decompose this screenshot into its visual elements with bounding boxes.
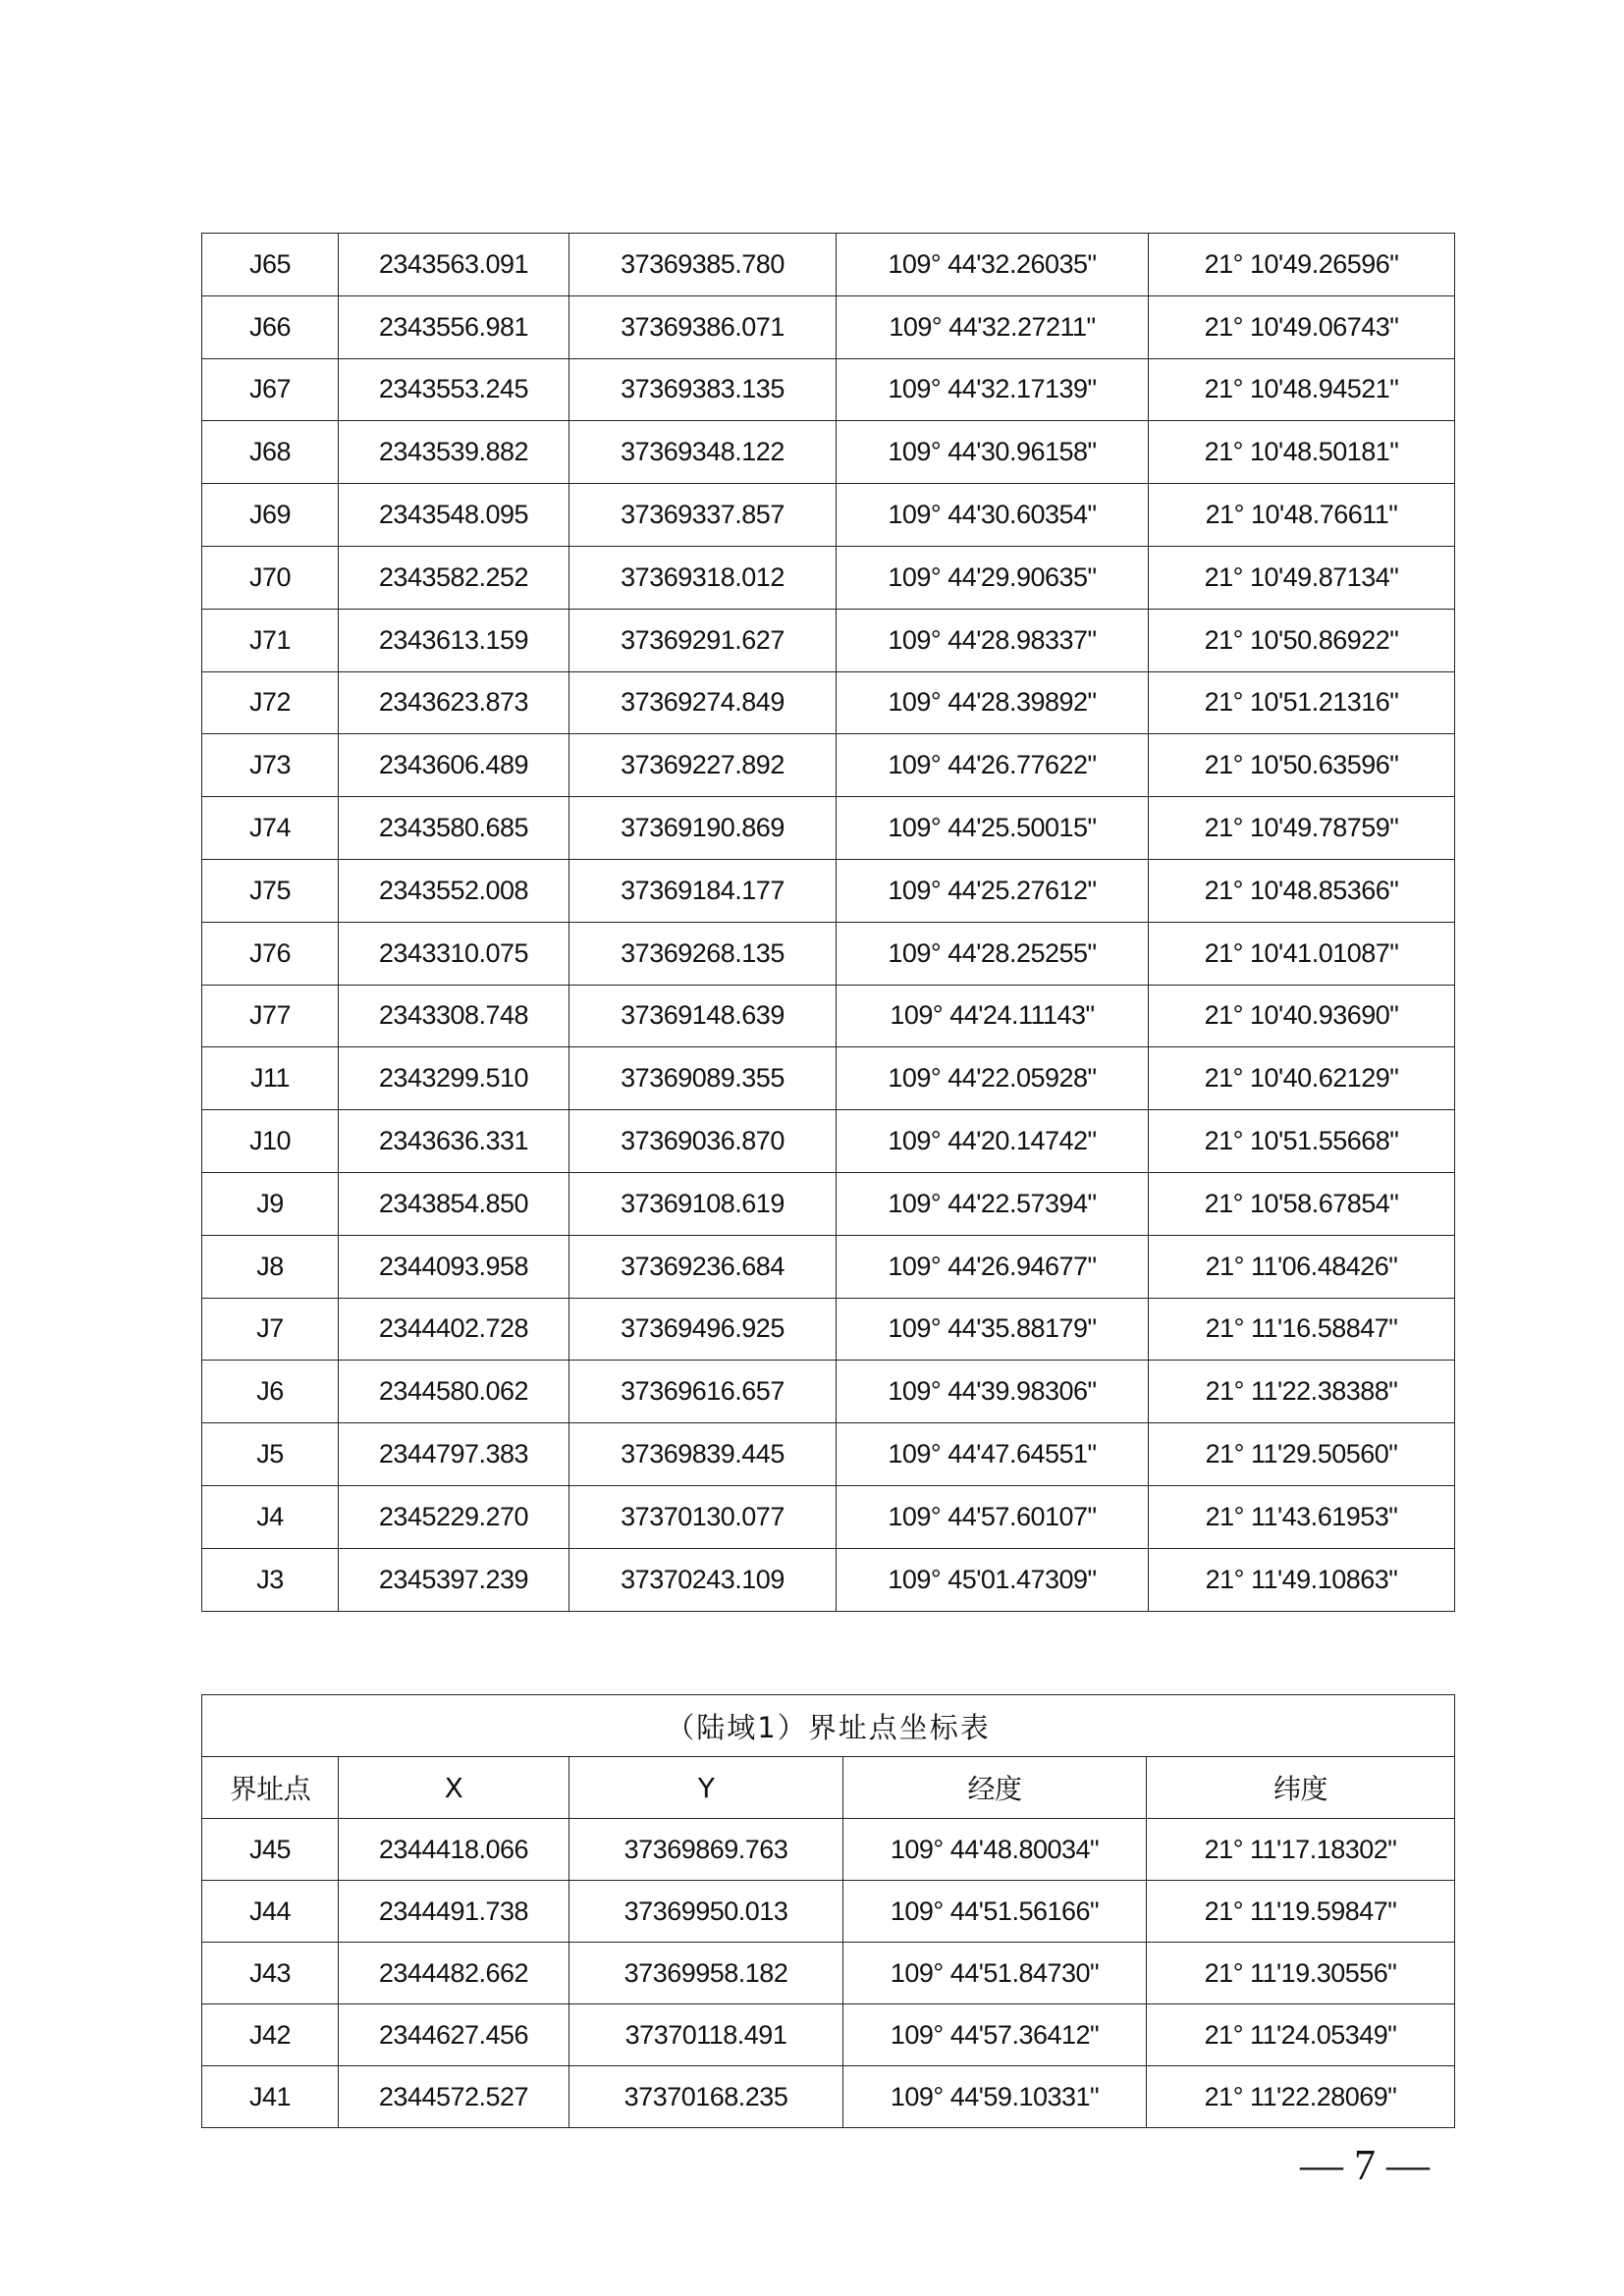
latitude-cell: 21° 11'06.48426" [1149, 1235, 1455, 1298]
header-y: Y [569, 1757, 843, 1819]
y-coord-cell: 37370243.109 [569, 1548, 837, 1611]
y-coord-cell: 37369496.925 [569, 1298, 837, 1361]
point-id-cell: J5 [202, 1423, 339, 1486]
point-id-cell: J10 [202, 1110, 339, 1173]
y-coord-cell: 37369839.445 [569, 1423, 837, 1486]
longitude-cell: 109° 44'26.77622" [837, 734, 1149, 797]
y-coord-cell: 37369291.627 [569, 609, 837, 671]
x-coord-cell: 2344402.728 [339, 1298, 569, 1361]
y-coord-cell: 37370130.077 [569, 1485, 837, 1548]
longitude-cell: 109° 44'22.57394" [837, 1172, 1149, 1235]
point-id-cell: J70 [202, 546, 339, 609]
longitude-cell: 109° 44'30.96158" [837, 421, 1149, 484]
latitude-cell: 21° 11'22.38388" [1149, 1361, 1455, 1423]
x-coord-cell: 2343299.510 [339, 1047, 569, 1110]
latitude-cell: 21° 10'50.63596" [1149, 734, 1455, 797]
longitude-cell: 109° 44'28.39892" [837, 671, 1149, 734]
longitude-cell: 109° 44'24.11143" [837, 985, 1149, 1047]
longitude-cell: 109° 44'57.60107" [837, 1485, 1149, 1548]
x-coord-cell: 2343613.159 [339, 609, 569, 671]
latitude-cell: 21° 10'58.67854" [1149, 1172, 1455, 1235]
header-longitude: 经度 [843, 1757, 1147, 1819]
point-id-cell: J69 [202, 484, 339, 547]
longitude-cell: 109° 45'01.47309" [837, 1548, 1149, 1611]
y-coord-cell: 37369268.135 [569, 922, 837, 985]
longitude-cell: 109° 44'32.17139" [837, 358, 1149, 421]
x-coord-cell: 2344482.662 [339, 1943, 569, 2004]
x-coord-cell: 2344797.383 [339, 1423, 569, 1486]
point-id-cell: J41 [202, 2066, 339, 2128]
latitude-cell: 21° 10'49.78759" [1149, 797, 1455, 860]
table-row [202, 671, 1455, 734]
table-row [202, 1485, 1455, 1548]
longitude-cell: 109° 44'47.64551" [837, 1423, 1149, 1486]
table-row [202, 2066, 1455, 2128]
latitude-cell: 21° 10'48.94521" [1149, 358, 1455, 421]
table-row [202, 859, 1455, 922]
point-id-cell: J6 [202, 1361, 339, 1423]
latitude-cell: 21° 11'22.28069" [1147, 2066, 1455, 2128]
table-row [202, 1361, 1455, 1423]
x-coord-cell: 2343556.981 [339, 295, 569, 358]
point-id-cell: J77 [202, 985, 339, 1047]
longitude-cell: 109° 44'26.94677" [837, 1235, 1149, 1298]
latitude-cell: 21° 10'51.55668" [1149, 1110, 1455, 1173]
point-id-cell: J9 [202, 1172, 339, 1235]
table-row [202, 922, 1455, 985]
y-coord-cell: 37369236.684 [569, 1235, 837, 1298]
table-row [202, 358, 1455, 421]
longitude-cell: 109° 44'51.56166" [843, 1881, 1147, 1943]
x-coord-cell: 2343539.882 [339, 421, 569, 484]
table-row [202, 546, 1455, 609]
x-coord-cell: 2344093.958 [339, 1235, 569, 1298]
x-coord-cell: 2344572.527 [339, 2066, 569, 2128]
y-coord-cell: 37370168.235 [569, 2066, 843, 2128]
latitude-cell: 21° 10'49.87134" [1149, 546, 1455, 609]
x-coord-cell: 2343552.008 [339, 859, 569, 922]
latitude-cell: 21° 11'19.30556" [1147, 1943, 1455, 2004]
point-id-cell: J44 [202, 1881, 339, 1943]
y-coord-cell: 37369108.619 [569, 1172, 837, 1235]
table-header-row [202, 1757, 1455, 1819]
latitude-cell: 21° 10'48.85366" [1149, 859, 1455, 922]
table-row [202, 1819, 1455, 1881]
point-id-cell: J4 [202, 1485, 339, 1548]
latitude-cell: 21° 11'16.58847" [1149, 1298, 1455, 1361]
point-id-cell: J11 [202, 1047, 339, 1110]
latitude-cell: 21° 11'19.59847" [1147, 1881, 1455, 1943]
longitude-cell: 109° 44'35.88179" [837, 1298, 1149, 1361]
table-row [202, 1943, 1455, 2004]
boundary-coordinates-table-continued [201, 233, 1455, 1612]
longitude-cell: 109° 44'28.25255" [837, 922, 1149, 985]
table-row [202, 734, 1455, 797]
point-id-cell: J71 [202, 609, 339, 671]
y-coord-cell: 37369190.869 [569, 797, 837, 860]
latitude-cell: 21° 11'43.61953" [1149, 1485, 1455, 1548]
y-coord-cell: 37369337.857 [569, 484, 837, 547]
longitude-cell: 109° 44'59.10331" [843, 2066, 1147, 2128]
table-row [202, 1110, 1455, 1173]
table-row [202, 484, 1455, 547]
y-coord-cell: 37369616.657 [569, 1361, 837, 1423]
table-row [202, 1548, 1455, 1611]
point-id-cell: J76 [202, 922, 339, 985]
point-id-cell: J72 [202, 671, 339, 734]
y-coord-cell: 37369227.892 [569, 734, 837, 797]
point-id-cell: J68 [202, 421, 339, 484]
x-coord-cell: 2344580.062 [339, 1361, 569, 1423]
table-row [202, 1172, 1455, 1235]
table-row [202, 985, 1455, 1047]
latitude-cell: 21° 10'41.01087" [1149, 922, 1455, 985]
longitude-cell: 109° 44'28.98337" [837, 609, 1149, 671]
latitude-cell: 21° 10'40.93690" [1149, 985, 1455, 1047]
longitude-cell: 109° 44'20.14742" [837, 1110, 1149, 1173]
header-latitude: 纬度 [1147, 1757, 1455, 1819]
y-coord-cell: 37369950.013 [569, 1881, 843, 1943]
longitude-cell: 109° 44'57.36412" [843, 2004, 1147, 2066]
point-id-cell: J65 [202, 234, 339, 296]
y-coord-cell: 37369348.122 [569, 421, 837, 484]
longitude-cell: 109° 44'39.98306" [837, 1361, 1149, 1423]
latitude-cell: 21° 11'29.50560" [1149, 1423, 1455, 1486]
y-coord-cell: 37369385.780 [569, 234, 837, 296]
latitude-cell: 21° 11'17.18302" [1147, 1819, 1455, 1881]
page-number: — 7 — [1300, 2141, 1430, 2189]
point-id-cell: J45 [202, 1819, 339, 1881]
x-coord-cell: 2343308.748 [339, 985, 569, 1047]
y-coord-cell: 37370118.491 [569, 2004, 843, 2066]
longitude-cell: 109° 44'32.27211" [837, 295, 1149, 358]
longitude-cell: 109° 44'29.90635" [837, 546, 1149, 609]
y-coord-cell: 37369184.177 [569, 859, 837, 922]
table-row [202, 609, 1455, 671]
table-title: （陆域1）界址点坐标表 [202, 1695, 1455, 1757]
x-coord-cell: 2343548.095 [339, 484, 569, 547]
x-coord-cell: 2343553.245 [339, 358, 569, 421]
longitude-cell: 109° 44'25.50015" [837, 797, 1149, 860]
latitude-cell: 21° 10'40.62129" [1149, 1047, 1455, 1110]
latitude-cell: 21° 10'50.86922" [1149, 609, 1455, 671]
point-id-cell: J75 [202, 859, 339, 922]
y-coord-cell: 37369383.135 [569, 358, 837, 421]
x-coord-cell: 2343582.252 [339, 546, 569, 609]
x-coord-cell: 2344627.456 [339, 2004, 569, 2066]
table-row [202, 1298, 1455, 1361]
x-coord-cell: 2343563.091 [339, 234, 569, 296]
x-coord-cell: 2344418.066 [339, 1819, 569, 1881]
table-row [202, 1423, 1455, 1486]
x-coord-cell: 2344491.738 [339, 1881, 569, 1943]
point-id-cell: J8 [202, 1235, 339, 1298]
table-row [202, 295, 1455, 358]
point-id-cell: J73 [202, 734, 339, 797]
latitude-cell: 21° 10'51.21316" [1149, 671, 1455, 734]
y-coord-cell: 37369386.071 [569, 295, 837, 358]
longitude-cell: 109° 44'25.27612" [837, 859, 1149, 922]
y-coord-cell: 37369869.763 [569, 1819, 843, 1881]
point-id-cell: J66 [202, 295, 339, 358]
x-coord-cell: 2343623.873 [339, 671, 569, 734]
longitude-cell: 109° 44'30.60354" [837, 484, 1149, 547]
latitude-cell: 21° 11'49.10863" [1149, 1548, 1455, 1611]
table-row [202, 1235, 1455, 1298]
y-coord-cell: 37369089.355 [569, 1047, 837, 1110]
x-coord-cell: 2343606.489 [339, 734, 569, 797]
longitude-cell: 109° 44'51.84730" [843, 1943, 1147, 2004]
header-x: X [339, 1757, 569, 1819]
y-coord-cell: 37369148.639 [569, 985, 837, 1047]
header-point: 界址点 [202, 1757, 339, 1819]
land-area-1-boundary-table [201, 1694, 1455, 2128]
x-coord-cell: 2345397.239 [339, 1548, 569, 1611]
point-id-cell: J3 [202, 1548, 339, 1611]
point-id-cell: J7 [202, 1298, 339, 1361]
latitude-cell: 21° 10'49.26596" [1149, 234, 1455, 296]
table-row [202, 2004, 1455, 2066]
latitude-cell: 21° 10'49.06743" [1149, 295, 1455, 358]
table-row [202, 797, 1455, 860]
x-coord-cell: 2343580.685 [339, 797, 569, 860]
table-row [202, 234, 1455, 296]
table-title-row [202, 1695, 1455, 1757]
table-row [202, 1047, 1455, 1110]
longitude-cell: 109° 44'22.05928" [837, 1047, 1149, 1110]
x-coord-cell: 2343636.331 [339, 1110, 569, 1173]
x-coord-cell: 2343310.075 [339, 922, 569, 985]
x-coord-cell: 2343854.850 [339, 1172, 569, 1235]
latitude-cell: 21° 11'24.05349" [1147, 2004, 1455, 2066]
y-coord-cell: 37369274.849 [569, 671, 837, 734]
table-row [202, 421, 1455, 484]
table-row [202, 1881, 1455, 1943]
point-id-cell: J67 [202, 358, 339, 421]
y-coord-cell: 37369318.012 [569, 546, 837, 609]
longitude-cell: 109° 44'48.80034" [843, 1819, 1147, 1881]
point-id-cell: J42 [202, 2004, 339, 2066]
latitude-cell: 21° 10'48.50181" [1149, 421, 1455, 484]
y-coord-cell: 37369958.182 [569, 1943, 843, 2004]
x-coord-cell: 2345229.270 [339, 1485, 569, 1548]
latitude-cell: 21° 10'48.76611" [1149, 484, 1455, 547]
y-coord-cell: 37369036.870 [569, 1110, 837, 1173]
point-id-cell: J74 [202, 797, 339, 860]
point-id-cell: J43 [202, 1943, 339, 2004]
longitude-cell: 109° 44'32.26035" [837, 234, 1149, 296]
